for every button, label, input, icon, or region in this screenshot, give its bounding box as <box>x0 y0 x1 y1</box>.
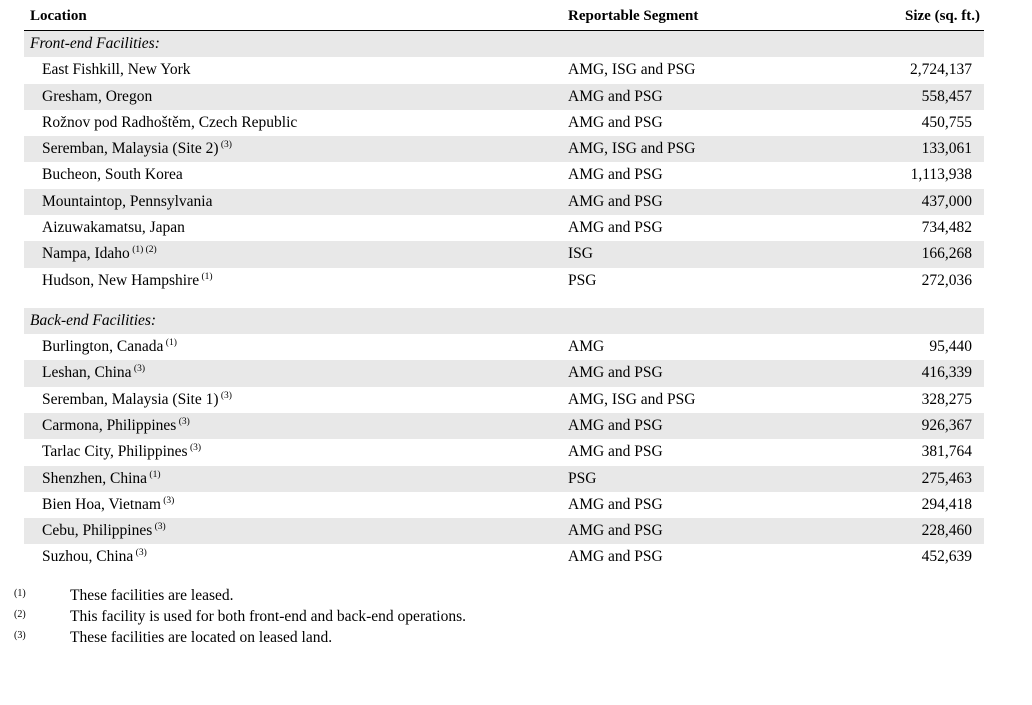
footnote-item <box>14 587 1032 605</box>
table-section-row <box>24 31 984 58</box>
footnote-marker: (3) <box>152 521 166 532</box>
table-row <box>24 387 984 413</box>
table-row <box>24 84 984 110</box>
table-row <box>24 241 984 267</box>
cell-location: Rožnov pod Radhoštěm, Czech Republic <box>24 110 568 136</box>
table-row <box>24 413 984 439</box>
footnote-marker: (1) <box>147 469 161 480</box>
cell-segment: AMG and PSG <box>568 492 868 518</box>
footnote-mark: (1) <box>14 587 26 599</box>
cell-segment: AMG and PSG <box>568 544 868 570</box>
table-row <box>24 544 984 570</box>
footnote-marker: (3) <box>133 548 147 559</box>
cell-segment: AMG and PSG <box>568 518 868 544</box>
cell-segment: AMG and PSG <box>568 84 868 110</box>
cell-size: 381,764 <box>868 439 984 465</box>
cell-location: Tarlac City, Philippines $^{(3)}$ <box>24 439 568 465</box>
footnote-marker: (3) <box>160 495 175 506</box>
table-row <box>24 110 984 136</box>
footnote-mark: (2) <box>14 608 26 620</box>
cell-location: Leshan, China $^{(3)}$ <box>24 360 568 386</box>
document-page <box>0 8 1032 705</box>
footnote-marker: (3) <box>218 139 232 150</box>
cell-location: Hudson, New Hampshire $^{(1)}$ <box>24 268 568 294</box>
table-section-size-cell <box>868 31 984 58</box>
column-header-location: Location <box>24 8 568 31</box>
cell-size: 95,440 <box>868 334 984 360</box>
cell-segment: AMG, ISG and PSG <box>568 136 868 162</box>
cell-location: Gresham, Oregon <box>24 84 568 110</box>
cell-segment: AMG and PSG <box>568 162 868 188</box>
table-section-title: Back-end Facilities: <box>24 308 568 334</box>
table-section-title: Front-end Facilities: <box>24 31 568 58</box>
table-section-size-cell <box>868 308 984 334</box>
cell-size: 294,418 <box>868 492 984 518</box>
cell-segment: AMG and PSG <box>568 413 868 439</box>
footnote-text: These facilities are located on leased land. <box>70 628 333 646</box>
table-row <box>24 492 984 518</box>
cell-segment: AMG <box>568 334 868 360</box>
table-row <box>24 189 984 215</box>
properties-table <box>24 8 984 571</box>
cell-size: 166,268 <box>868 241 984 267</box>
cell-size: 2,724,137 <box>868 57 984 83</box>
cell-location: Seremban, Malaysia (Site 2) $^{(3)}$ <box>24 136 568 162</box>
cell-segment: AMG and PSG <box>568 110 868 136</box>
footnote-text: This facility is used for both front-end and back-end operations. <box>70 607 466 625</box>
table-row <box>24 57 984 83</box>
cell-size: 437,000 <box>868 189 984 215</box>
column-header-segment: Reportable Segment <box>568 8 868 31</box>
footnote-item <box>14 608 1032 626</box>
table-spacer-cell <box>24 294 984 308</box>
footnote-marker: (3) <box>176 416 190 427</box>
table-row <box>24 360 984 386</box>
table-spacer-row <box>24 294 984 308</box>
cell-size: 228,460 <box>868 518 984 544</box>
cell-size: 133,061 <box>868 136 984 162</box>
table-row <box>24 518 984 544</box>
footnote-marker: (3) <box>187 443 202 454</box>
footnote-marker: (3) <box>131 364 145 375</box>
footnote-marker: (3) <box>218 390 232 401</box>
table-body <box>24 31 984 571</box>
cell-location: Mountaintop, Pennsylvania <box>24 189 568 215</box>
table-section-row <box>24 308 984 334</box>
cell-size: 272,036 <box>868 268 984 294</box>
cell-location: Seremban, Malaysia (Site 1) $^{(3)}$ <box>24 387 568 413</box>
footnote-marker: (1) <box>199 271 213 282</box>
table-section-segment-cell <box>568 308 868 334</box>
cell-location: Bien Hoa, Vietnam $^{(3)}$ <box>24 492 568 518</box>
table-row <box>24 439 984 465</box>
cell-location: Carmona, Philippines $^{(3)}$ <box>24 413 568 439</box>
column-header-size: Size (sq. ft.) <box>868 8 984 31</box>
cell-location: Bucheon, South Korea <box>24 162 568 188</box>
cell-size: 734,482 <box>868 215 984 241</box>
cell-size: 926,367 <box>868 413 984 439</box>
table-row <box>24 334 984 360</box>
cell-location: Cebu, Philippines $^{(3)}$ <box>24 518 568 544</box>
table-header <box>24 8 984 31</box>
cell-location: Aizuwakamatsu, Japan <box>24 215 568 241</box>
cell-size: 450,755 <box>868 110 984 136</box>
cell-size: 558,457 <box>868 84 984 110</box>
table-row <box>24 268 984 294</box>
cell-location: Nampa, Idaho $^{(1) (2)}$ <box>24 241 568 267</box>
cell-location: Suzhou, China $^{(3)}$ <box>24 544 568 570</box>
table-section-segment-cell <box>568 31 868 58</box>
cell-segment: AMG, ISG and PSG <box>568 57 868 83</box>
cell-location: Burlington, Canada $^{(1)}$ <box>24 334 568 360</box>
table-header-row <box>24 8 984 31</box>
table-row <box>24 136 984 162</box>
footnote-item <box>14 629 1032 647</box>
cell-segment: PSG <box>568 466 868 492</box>
cell-segment: PSG <box>568 268 868 294</box>
cell-size: 328,275 <box>868 387 984 413</box>
cell-segment: AMG, ISG and PSG <box>568 387 868 413</box>
cell-size: 416,339 <box>868 360 984 386</box>
cell-segment: AMG and PSG <box>568 215 868 241</box>
footnote-mark: (3) <box>14 629 26 641</box>
cell-segment: ISG <box>568 241 868 267</box>
table-row <box>24 162 984 188</box>
footnotes <box>14 587 1032 647</box>
cell-segment: AMG and PSG <box>568 439 868 465</box>
footnote-marker: (1) <box>163 337 177 348</box>
footnote-text: These facilities are leased. <box>70 586 234 604</box>
table-row <box>24 215 984 241</box>
cell-location: Shenzhen, China $^{(1)}$ <box>24 466 568 492</box>
cell-size: 1,113,938 <box>868 162 984 188</box>
cell-location: East Fishkill, New York <box>24 57 568 83</box>
table-row <box>24 466 984 492</box>
cell-size: 275,463 <box>868 466 984 492</box>
cell-segment: AMG and PSG <box>568 360 868 386</box>
cell-segment: AMG and PSG <box>568 189 868 215</box>
cell-size: 452,639 <box>868 544 984 570</box>
footnote-marker: (1) (2) <box>129 245 157 256</box>
